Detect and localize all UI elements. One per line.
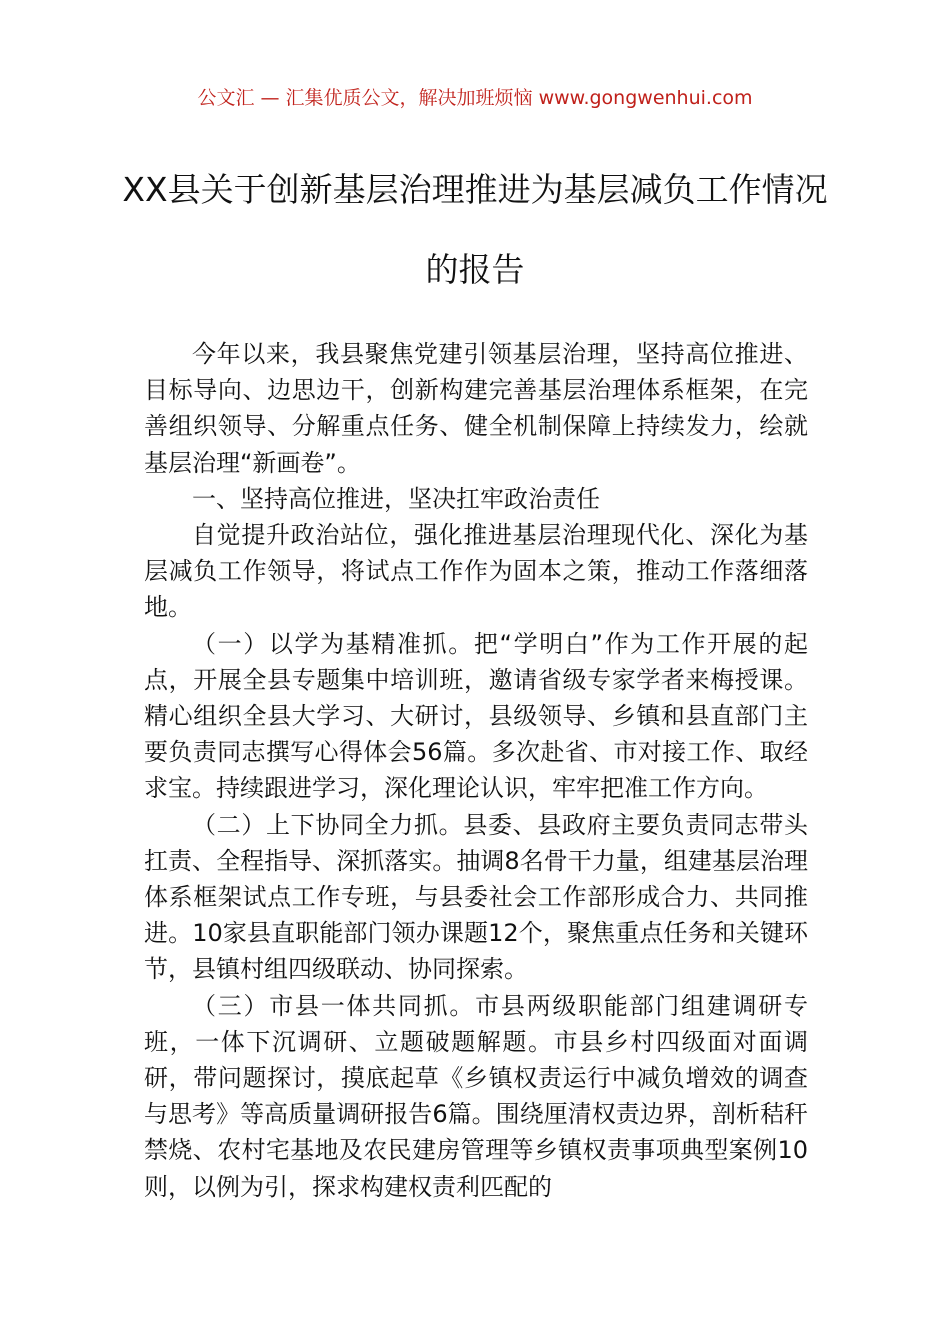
section-heading-1: 一、坚持高位推进，坚决扛牢政治责任 [192,484,600,513]
paragraph-section-1-intro: 自觉提升政治站位，强化推进基层治理现代化、深化为基层减负工作领导，将试点工作作为固本之策，推动工作落细落地。 [144,521,808,622]
paragraph-item-2: （二）上下协同全力抓。县委、县政府主要负责同志带头扛责、全程指导、深抓落实。抽调8名骨干力量，组建基层治理体系框架试点工作专班，与县委社会工作部形成合力、共同推进。10家县直职能部门领办课题12个，聚焦重点任务和关键环节，县镇村组四级联动、协同探索。 [144,810,808,984]
paragraph-item-1: （一）以学为基精准抓。把“学明白”作为工作开展的起点，开展全县专题集中培训班，邀请省级专家学者来梅授课。精心组织全县大学习、大研讨，县级领导、乡镇和县直部门主要负责同志撰写心得体会56篇。多次赴省、市对接工作、取经求宝。持续跟进学习，深化理论认识，牢牢把准工作方向。 [144,629,808,803]
document-body [144,336,808,1205]
site-banner: 公文汇 — 汇集优质公文，解决加班烦恼 www.gongwenhui.com [197,87,753,109]
document-title: XX县关于创新基层治理推进为基层减负工作情况的报告 [122,170,828,289]
paragraph-item-3: （三）市县一体共同抓。市县两级职能部门组建调研专班，一体下沉调研、立题破题解题。市县乡村四级面对面调研，带问题探讨，摸底起草《乡镇权责运行中减负增效的调查与思考》等高质量调研报告6篇。围绕厘清权责边界，剖析秸秆禁烧、农村宅基地及农民建房管理等乡镇权责事项典型案例10则，以例为引，探求构建权责利匹配的 [144,991,808,1201]
paragraph-intro: 今年以来，我县聚焦党建引领基层治理，坚持高位推进、目标导向、边思边干，创新构建完善基层治理体系框架，在完善组织领导、分解重点任务、健全机制保障上持续发力，绘就基层治理“新画卷”。 [144,340,808,477]
